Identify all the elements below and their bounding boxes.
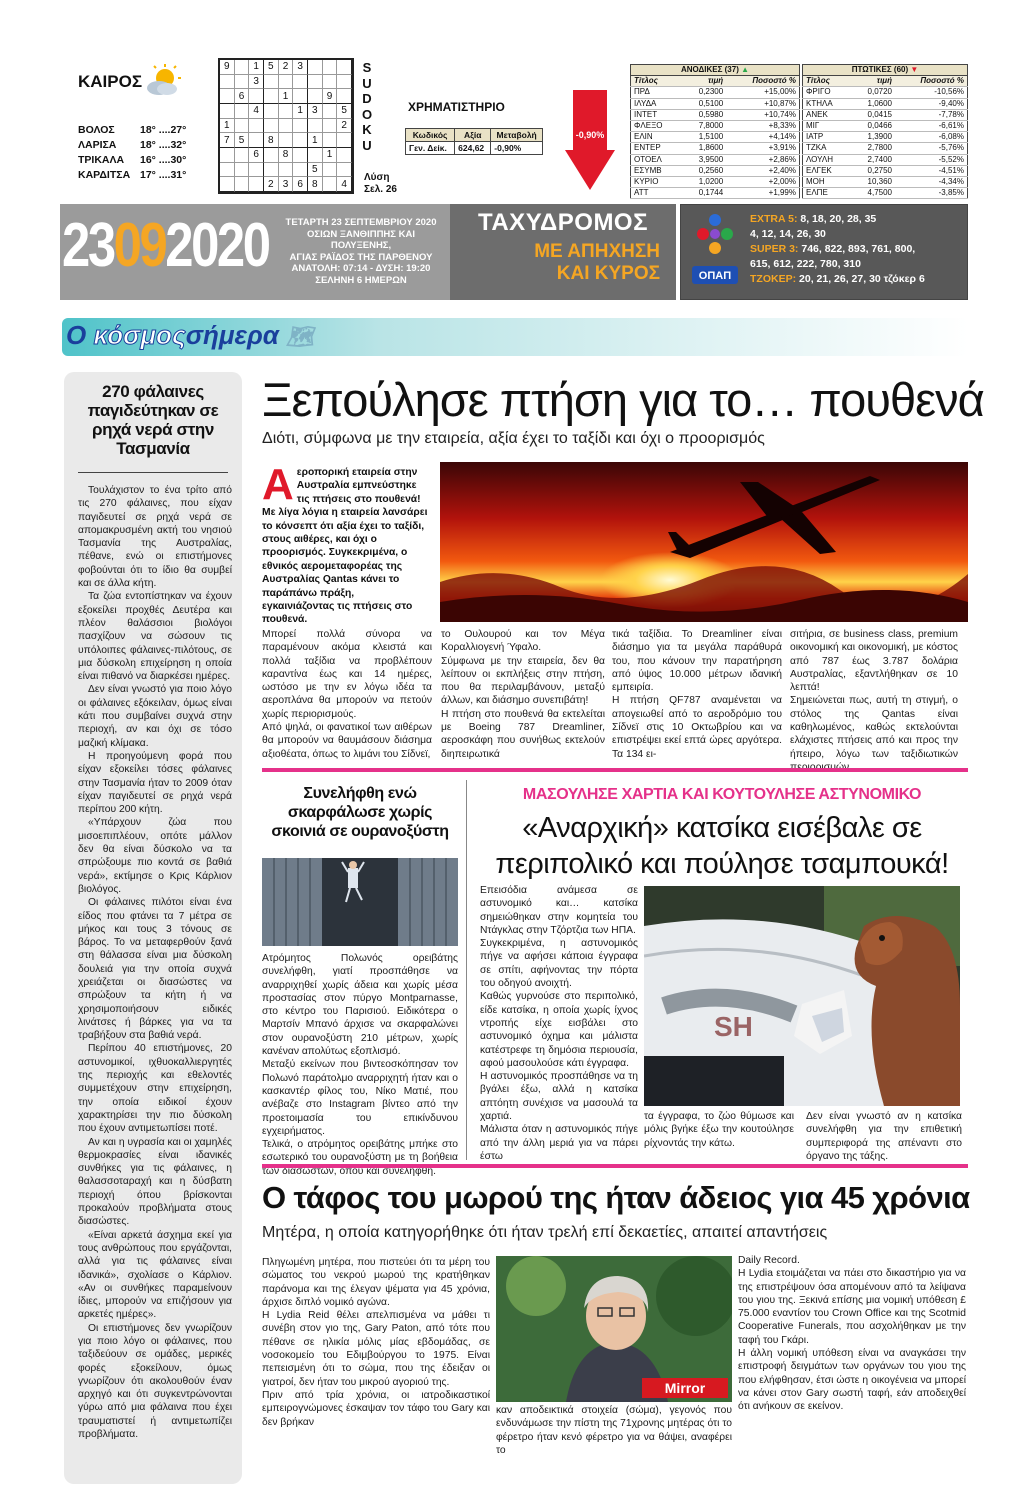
sudoku-cell: [220, 177, 235, 192]
arrow-up-icon: ▲: [741, 65, 750, 74]
sudoku-cell: [323, 177, 338, 192]
sidebar-paragraph: «Είναι αρκετά άσχημα εκεί για τους ανθρώπους που εργάζονται, αλλά για τις φάλαινες είναι ιδανικά», σχολίασε ο Κάρλιον. «Αν οι συνθήκες παραμείνουν ίδιες, μπορούν να επιζήσουν για αρκετές ημέρες».: [78, 1229, 232, 1321]
sudoku-cell: [308, 148, 323, 163]
sudoku-cell: 8: [308, 177, 323, 192]
sudoku-cell: 8: [279, 148, 294, 163]
stock-cell: 0,2300: [682, 87, 727, 98]
story4-column-1: Πληγωμένη μητέρα, που πιστεύει ότι τα μέρη του σώματος του νεκρού μωρού της κρατήθηκαν παράνομα και της έλεγαν ψέματα για 45 χρόνια, άρχισε διπλό νομικό αγώνα. Η Lydia Reid θέλει απελπισμένα να μάθει τι συνέβη στον γιο της, Gary Paton, από τότε που πέθανε σε ηλικία μόλις μίας εβδομάδας, σε νοσοκομείο του Εδιμβούργου το 1975. Είναι πεπεισμένη ότι το σώμα, που της έδειξαν οι γιατροί, δεν ήταν του μικρού αγοριού της. Πριν από τρία χρόνια, οι ιατροδικαστικοί εμπειρογνώμονες έσκαψαν τον τάφο του Gary και δεν βρήκαν: [262, 1257, 490, 1428]
story1-lead: [262, 460, 428, 627]
sudoku-cell: [264, 119, 279, 134]
story1-column-3: τικά ταξίδια. Το Dreamliner είναι διάσημο για τα μεγάλα παράθυρά του, που κάνουν την παρατήρηση από ύψος 10.000 μέτρων ιδανική εμπειρία. Η πτήση QF787 αναμένεται να απογειωθεί από το αεροδρόμιο του Σίδνεϊ στις 10 Οκτωβρίου και να επιστρέψει εκεί επτά ώρες αργότερα. Τα 134 ει-: [612, 629, 782, 760]
stock-cell: 10,360: [851, 177, 895, 188]
stock-cell: +2,86%: [726, 154, 799, 165]
lydia-reid-photo: [496, 1256, 732, 1402]
stock-row: [631, 177, 800, 188]
sudoku-cell: [323, 75, 338, 90]
extra5-result: [750, 212, 964, 242]
stock-row: [631, 188, 800, 199]
section-title-part: κόσμος: [93, 320, 186, 350]
sudoku-cell: 5: [337, 104, 352, 119]
sudoku-cell: [279, 75, 294, 90]
sudoku-cell: [293, 133, 308, 148]
sidebar-headline: 270 φάλαινες παγιδεύτηκαν σε ρηχά νερά στην Τασμανία: [87, 382, 219, 458]
section-title-part: Ο: [66, 320, 87, 350]
sudoku-cell: 5: [235, 133, 250, 148]
sidebar-paragraph: Περίπου 40 επιστήμονες, 20 αστυνομικοί, ιχθυοκαλλιεργητές της περιοχής και εθελοντές συμμετέχουν στην επιχείρηση, την οποία ειδικοί έχουν χαρακτηρίσει την πιο δύσκολη που έχουν αντιμετωπίσει ποτέ.: [78, 1043, 232, 1135]
story1-dropcap: Α: [262, 460, 294, 509]
rising-stocks-body: [631, 87, 800, 199]
weather-city: ΒΟΛΟΣ: [78, 124, 115, 136]
sudoku-label-letter: S: [362, 60, 372, 75]
sudoku-cell: [323, 60, 338, 75]
super3-result: [750, 242, 964, 272]
sudoku-cell: [235, 60, 250, 75]
sidebar-paragraph: Τουλάχιστον το ένα τρίτο από τις 270 φάλαινες, που είχαν παγιδευτεί σε ρηχά νερά σε απομακρυσμένη ακτή του νησιού Τασμανία της Αυστραλίας, πέθανε, ενώ οι επιστήμονες φοβούνται ότι το ίδιο θα συμβεί και σε άλλα κήτη.: [78, 485, 232, 590]
sudoku-cell: 1: [220, 119, 235, 134]
stock-cell: ΚΤΗΛΑ: [803, 98, 851, 109]
story4-subhead: Μητέρα, η οποία κατηγορήθηκε ότι ήταν τρελή επί δεκαετίες, απαιτεί απαντήσεις: [262, 1224, 828, 1241]
sudoku-cell: 2: [264, 177, 279, 192]
story1-lead-text: εροπορική εταιρεία στην Αυστραλία εμπνεύστηκε τις πτήσεις στο πουθενά! Με λίγα λόγια η εταιρεία λανσάρει το κόνσεπτ ότι αξία έχει το ταξίδι, στους αιθέρες, και όχι ο προορισμός. Συγκεκριμένα, ο εθνικός αερομεταφορέας της Αυστραλίας Qantas κάνει το παράπάνω πράξη, εγκαινιάζοντας τις πτήσεις στο πουθενά.: [262, 467, 428, 626]
weather-row: [78, 169, 218, 184]
stock-cell: -6,61%: [895, 121, 968, 132]
tzoker-result: [750, 272, 964, 287]
stock-cell: 4,7500: [851, 188, 895, 199]
stock-col-header: Ποσοστό %: [726, 76, 799, 87]
sudoku-cell: [235, 177, 250, 192]
sidebar-paragraph: Αν και η υγρασία και οι χαμηλές θερμοκρασίες είναι ιδανικές συνθήκες για τις φάλαινες, η θαλασσοταραχή και η δύσβατη περιοχή όπου βρίσκονται προκαλούν προβλήματα στους διασώστες.: [78, 1136, 232, 1228]
opap-logo: [690, 212, 740, 292]
story3-caption-left: τα έγγραφα, το ζώο θύμωσε και μόλις βγήκε έξω την κουτούλησε ρίχνοντάς την κάτω.: [644, 1111, 794, 1149]
stock-cell: 0,0415: [851, 109, 895, 120]
sudoku-cell: 1: [249, 60, 264, 75]
sudoku-label: [361, 60, 373, 153]
sudoku-cell: [249, 89, 264, 104]
sudoku-cell: [220, 75, 235, 90]
stock-row: [803, 98, 968, 109]
sudoku-cell: [235, 119, 250, 134]
story1-subhead: Διότι, σύμφωνα με την εταιρεία, αξία έχει το ταξίδι και όχι ο προορισμός: [262, 430, 765, 447]
masthead-title: ΤΑΧΥΔΡΟΜΟΣ: [477, 209, 649, 236]
sudoku-cell: [264, 163, 279, 178]
sudoku-cell: [279, 133, 294, 148]
sudoku-cell: 4: [249, 104, 264, 119]
falling-stocks-table: [802, 64, 968, 199]
sudoku-label-letter: U: [362, 75, 372, 91]
weather-city: ΛΑΡΙΣΑ: [78, 139, 117, 151]
sudoku-cell: [323, 133, 338, 148]
stock-cell: +4,14%: [726, 132, 799, 143]
sudoku-cell: [337, 60, 352, 75]
sudoku-cell: [264, 89, 279, 104]
world-map-icon: 🗺: [286, 324, 315, 349]
stock-cell: ΙΝΤΕΤ: [631, 109, 682, 120]
date-large: [62, 210, 269, 281]
story1-column-4: σιτήρια, σε business class, premium οικονομική και οικονομική, με κόστος από 787 έως 3.787 δολάρια Αυστραλίας, εξαντλήθηκαν σε 10 λεπτά! Σημειώνεται πως, αυτή τη στιγμή, ο στόλος της Qantas είναι καθηλωμένος, καθώς εκτελούνται ελάχιστες πτήσεις από και προς την ήπειρο, λόγω των ταξιδιωτικών περιορισμών.: [790, 629, 958, 773]
tzoker-numbers: 20, 21, 26, 27, 30 τζόκερ 6: [796, 273, 925, 285]
story3-body: Επεισόδια ανάμεσα σε αστυνομικό και… κατσίκα σημειώθηκαν στην κομητεία του Ντάγκλας στην Τζόρτζια των ΗΠΑ. Συγκεκριμένα, η αστυνομικός πήγε να αφήσει κάποια έγγραφα σε σπίτι, αφήνοντας την πόρτα του οδηγού ανοιχτή. Καθώς γυρνούσε στο περιπολικό, είδε κατσίκα, η οποία χωρίς ίχνος ντροπής είχε εισβάλει στο αστυνομικό όχημα και μάλιστα κατέστρεφε τη δημόσια περιουσία, αφού μασουλούσε κάτι έγγραφα. Η αστυνομικός προσπάθησε να τη βγάλει έξω, αλλά η κατσίκα απτόητη συνέχισε να μασουλά τα χαρτιά. Μάλιστα όταν η αστυνομικός πήγε από την άλλη μεριά για να πάρει έστω: [480, 885, 638, 1162]
story2-headline: Συνελήφθη ενώ σκαρφάλωσε χωρίς σκοινιά σε ουρανοξύστη: [271, 785, 449, 840]
story1-column-1: Μπορεί πολλά σύνορα να παραμένουν ακόμα κλειστά και πολλά ταξίδια να προβλέπουν καραντίνα έως και 14 ημέρες, ωστόσο με την εν λόγω ιδέα τα αεροπλάνα θα μπορούν να πετούν χωρίς περιορισμούς. Από ψηλά, οι φανατικοί των αιθέρων θα μπορούν να θαυμάσουν διάσημα αξιοθέατα, όπως το λιμάνι του Σίδνεϊ,: [262, 629, 432, 760]
sudoku-cell: 1: [308, 133, 323, 148]
sudoku-cell: [279, 104, 294, 119]
stock-cell: ΦΛΕΞΟ: [631, 121, 682, 132]
rising-stocks-label: ΑΝΟΔΙΚΕΣ (37): [680, 65, 739, 74]
sudoku-cell: [308, 60, 323, 75]
sudoku-cell: [308, 75, 323, 90]
sudoku-cell: [235, 104, 250, 119]
sudoku-label-letter: D: [362, 91, 372, 106]
sudoku-cell: 2: [279, 60, 294, 75]
story3-headline: «Αναρχική» κατσίκα εισέβαλε σε περιπολικό και πούλησε τσαμπουκά!: [495, 812, 949, 880]
date-info: ΤΕΤΑΡΤΗ 23 ΣΕΠΤΕΜΒΡΙΟΥ 2020 ΟΣΙΩΝ ΞΑΝΘΙΠΠΗΣ ΚΑΙ ΠΟΛΥΞΕΝΗΣ, ΑΓΙΑΣ ΡΑΪΔΟΣ ΤΗΣ ΠΑΡΘΕΝΟΥ ΑΝΑΤΟΛΗ: 07:14 - ΔΥΣΗ: 19:20 ΣΕΛΗΝΗ 6 ΗΜΕΡΩΝ: [285, 217, 437, 286]
sudoku-cell: 3: [279, 177, 294, 192]
weather-temp: 18° ....27°: [140, 124, 187, 136]
stock-cell: ΕΛΓΕΚ: [803, 165, 851, 176]
stock-cell: -0,90%: [491, 142, 543, 155]
stock-row: [631, 98, 800, 109]
sudoku-cell: [279, 163, 294, 178]
stock-cell: 624,62: [455, 142, 491, 155]
rising-stocks-table: [630, 64, 800, 199]
stock-cell: 0,1744: [682, 188, 727, 199]
sudoku-cell: [249, 163, 264, 178]
stock-row: [803, 143, 968, 154]
tzoker-label: ΤΖΟΚΕΡ:: [750, 273, 797, 285]
sudoku-cell: [235, 163, 250, 178]
arrow-down-small-icon: ▼: [910, 65, 919, 74]
story1-column-2: το Ουλουρού και τον Μέγα Κοραλλιογενή Ύφαλο. Σύμφωνα με την εταιρεία, δεν θα λείπουν οι εκπλήξεις στην πτήση, που θα περιλαμβάνουν, μεταξύ άλλων, και διάσημο συνεπιβάτη! Η πτήση στο πουθενά θα εκτελείται με Boeing 787 Dreamliner, αεροσκάφη που συνήθως εκτελούν διηπειρωτικά: [441, 629, 605, 760]
sudoku-cell: [235, 148, 250, 163]
stock-cell: +8,33%: [726, 121, 799, 132]
sudoku-cell: 6: [293, 177, 308, 192]
mirror-logo-text: Mirror: [664, 1380, 706, 1396]
stock-row: [631, 87, 800, 98]
weather-title: ΚΑΙΡΟΣ: [78, 72, 143, 91]
sudoku-cell: [249, 133, 264, 148]
sudoku-grid: [218, 58, 354, 194]
sidebar-article-body: [78, 484, 232, 1441]
sudoku-cell: [323, 163, 338, 178]
sudoku-cell: [220, 163, 235, 178]
sudoku-cell: 7: [220, 133, 235, 148]
sudoku-cell: [293, 75, 308, 90]
sudoku-cell: [264, 104, 279, 119]
stock-cell: ΕΣΥΜΒ: [631, 165, 682, 176]
sudoku-cell: [337, 133, 352, 148]
stock-row: [631, 143, 800, 154]
story4-column-2: καν αποδεικτικά στοιχεία (σώμα), γεγονός που ενδυνάμωσε την πίστη της 71χρονης μητέρας ότι το φέρετρο ήταν κενό φέρετρο για να θάψει, αναφέρει το: [496, 1405, 732, 1456]
sudoku-label-letter: K: [362, 122, 372, 137]
sudoku-cell: 5: [308, 163, 323, 178]
stock-cell: ΑΝΕΚ: [803, 109, 851, 120]
sudoku-cell: [323, 104, 338, 119]
stock-cell: 0,2560: [682, 165, 727, 176]
story2-body: Ατρόμητος Πολωνός ορειβάτης συνελήφθη, γιατί προσπάθησε να αναρριχηθεί χωρίς άδεια και χωρίς μέσα προστασίας στον πύργο Montparnasse, στο κέντρο του Παρισιού. Ειδικότερα ο Μαρτσίν Μπανό άρχισε να σκαρφαλώνει στον ουρανοξύστη 210 μέτρων, χωρίς κανέναν απολύτως εξοπλισμό. Μεταξύ εκείνων που βιντεοσκόπησαν τον Πολωνό παράτολμο αναρριχητή ήταν και ο κασκαντέρ φίλος του, Νίκο Ματιέ, που ανέβαζε στο Instagram βίντεο από την προετοιμασία του επικίνδυνου εγχειρήματος. Τελικά, ο ατρόμητος ορειβάτης μπήκε στο εσωτερικό του ουρανοξύστη με τη βοήθεια των διασωστών, όπου και συνελήφθη.: [262, 953, 458, 1177]
stock-cell: 7,8000: [682, 121, 727, 132]
stock-row: [631, 109, 800, 120]
story1-headline: Ξεπούλησε πτήση για το… πουθενά: [262, 373, 984, 426]
stock-cell: -7,78%: [895, 109, 968, 120]
extra5-label: EXTRA 5:: [750, 213, 798, 225]
sudoku-cell: [337, 89, 352, 104]
sudoku-cell: 4: [337, 177, 352, 192]
sudoku-cell: 8: [264, 133, 279, 148]
arrow-down-icon: [565, 90, 615, 190]
stock-col-header: Τίτλος: [631, 76, 682, 87]
stock-col-header: τιμή: [851, 76, 895, 87]
sidebar-paragraph: Οι φάλαινες πιλότοι είναι ένα είδος που φτάνει τα 7 μέτρα σε μήκος και τους 3 τόνους σε βάρος. Το να μεταφερθούν ξανά στη θάλασσα είναι μια δύσκολη δουλειά για την οποία συχνά χρειάζεται οι διασώστες να σπρώξουν τα κήτη ή να χρησιμοποιήσουν ειδικές λινάτσες ή βάρκες για να τα τραβήξουν στα βαθιά νερά.: [78, 897, 232, 1042]
stock-cell: 2,7800: [851, 143, 895, 154]
stock-cell: ΠΡΔ: [631, 87, 682, 98]
falling-stocks-title: [803, 65, 968, 76]
stock-row: [803, 132, 968, 143]
lottery-results: [750, 212, 964, 287]
stock-cell: ΕΛΠΕ: [803, 188, 851, 199]
stock-cell: -6,08%: [895, 132, 968, 143]
opap-logo-text: ΟΠΑΠ: [698, 270, 732, 282]
sudoku-cell: 3: [249, 75, 264, 90]
stock-row: [803, 188, 968, 199]
stock-cell: 0,0720: [851, 87, 895, 98]
story3-kicker: ΜΑΣΟΥΛΗΣΕ ΧΑΡΤΙΑ ΚΑΙ ΚΟΥΤΟΥΛΗΣΕ ΑΣΤΥΝΟΜΙΚΟ: [522, 786, 922, 803]
airplane-sunset-photo: [440, 462, 968, 622]
sidebar-divider: [78, 472, 228, 473]
stock-cell: -5,52%: [895, 154, 968, 165]
stock-row: [803, 177, 968, 188]
extra5-numbers: 8, 18, 20, 28, 35 4, 12, 14, 26, 30: [750, 213, 877, 240]
stock-cell: ΦΡΙΓΟ: [803, 87, 851, 98]
stock-cell: ΑΤΤ: [631, 188, 682, 199]
stock-row: [631, 121, 800, 132]
stock-cell: 1,8600: [682, 143, 727, 154]
sudoku-cell: 6: [249, 148, 264, 163]
sudoku-cell: [293, 89, 308, 104]
stock-row: [803, 109, 968, 120]
sudoku-cell: [337, 75, 352, 90]
stock-market-title: ΧΡΗΜΑΤΙΣΤΗΡΙΟ: [408, 100, 505, 114]
sudoku-cell: 3: [308, 104, 323, 119]
sudoku-cell: 5: [264, 60, 279, 75]
stock-cell: Γεν. Δείκ.: [406, 142, 455, 155]
sudoku-cell: [249, 177, 264, 192]
skyscraper-climber-photo: [262, 858, 458, 946]
stock-cell: +2,00%: [726, 177, 799, 188]
story4-headline: Ο τάφος του μωρού της ήταν άδειος για 45 χρόνια: [262, 1180, 970, 1215]
stock-cell: -4,34%: [895, 177, 968, 188]
sudoku-cell: 1: [323, 148, 338, 163]
stock-row: [803, 87, 968, 98]
sidebar-paragraph: Τα ζώα εντοπίστηκαν να έχουν εξοκείλει προχθές Δευτέρα και πλέον θαλάσσιοι βιολόγοι πασχίζουν να σώσουν τις υπόλοιπες φάλαινες-πιλότους, σε μια δύσκολη επιχείρηση η οποία είναι πιθανό να διαρκέσει ημέρες.: [78, 591, 232, 683]
weather-city: ΤΡΙΚΑΛΑ: [78, 154, 125, 166]
sidebar-paragraph: «Υπάρχουν ζώα που μισοεπιπλέουν, οπότε μάλλον δεν θα είναι δύσκολο να τα σπρώξουμε πιο κοντά σε βαθιά νερά», εκτίμησε ο Κρις Κάρλιον βιολόγος.: [78, 817, 232, 895]
sudoku-solution-ref: Λύση Σελ. 26: [364, 172, 397, 195]
weather-temp: 17° ....31°: [140, 169, 187, 181]
stock-cell: +3,91%: [726, 143, 799, 154]
stock-cell: ΟΤΟΕΛ: [631, 154, 682, 165]
stock-cell: 1,5100: [682, 132, 727, 143]
story3-caption-right: Δεν είναι γνωστό αν η κατσίκα συνελήφθη για την επιθετική συμπεριφορά της απέναντι στο όργανο της τάξης.: [806, 1111, 962, 1162]
date-day: 23: [62, 211, 114, 280]
masthead-slogan: ΜΕ ΑΠΗΧΗΣΗ ΚΑΙ ΚΥΡΟΣ: [534, 241, 660, 284]
stock-cell: ΕΝΤΕΡ: [631, 143, 682, 154]
stock-cell: ΛΟΥΛΗ: [803, 154, 851, 165]
sudoku-cell: 1: [293, 104, 308, 119]
column-divider: [466, 780, 467, 1160]
stock-cell: +10,87%: [726, 98, 799, 109]
stock-cell: 1,0200: [682, 177, 727, 188]
sudoku-cell: [249, 119, 264, 134]
story4-column-3: Daily Record. Η Lydia ετοιμάζεται να πάει στο δικαστήριο για να της επιστρέψουν όσα απομένουν από τα λείψανα του γιου της. Ξεκινά επίσης μια νομική υπόθεση £ 75.000 εναντίον του Crown Office και της Scotmid Cooperative Funerals, που ασχολήθηκαν με την ταφή του Γκάρι. Η άλλη νομική υπόθεση είναι να αναγκάσει την επιστροφή δειγμάτων των οργάνων του γιου της που ελήφθησαν, έτσι ώστε η οικογένεια να μπορεί να κάνει στον Gary σωστή ταφή, εάν αποδειχθεί ότι ανήκουν σε εκείνον.: [738, 1255, 966, 1413]
stock-row: [803, 121, 968, 132]
section-title: [66, 320, 314, 351]
stock-col-header: Μεταβολή: [491, 129, 543, 142]
stock-row: [803, 165, 968, 176]
sudoku-label-letter: U: [362, 137, 372, 153]
index-change: -0,90%: [575, 130, 605, 140]
sudoku-cell: [264, 75, 279, 90]
falling-stocks-body: [803, 87, 968, 199]
falling-stocks-label: ΠΤΩΤΙΚΕΣ (60): [851, 65, 909, 74]
stock-row: [631, 154, 800, 165]
sudoku-cell: 6: [235, 89, 250, 104]
weather-table: [78, 124, 218, 184]
weather-temp: 16° ....30°: [140, 154, 187, 166]
sudoku-cell: [220, 89, 235, 104]
sudoku-cell: [293, 119, 308, 134]
weather-row: [78, 139, 218, 154]
stock-cell: -5,76%: [895, 143, 968, 154]
stock-cell: +15,00%: [726, 87, 799, 98]
stock-index-table: [405, 128, 543, 155]
section-divider: [262, 768, 968, 772]
stock-col-header: τιμή: [682, 76, 727, 87]
section-divider: [262, 1164, 968, 1168]
stock-row: [803, 154, 968, 165]
sudoku-cell: [264, 148, 279, 163]
section-title-part: σήμερα: [185, 320, 279, 350]
sudoku-cell: [293, 148, 308, 163]
stock-col-header: Κωδικός: [406, 129, 455, 142]
stock-cell: -4,51%: [895, 165, 968, 176]
sudoku-cell: [279, 119, 294, 134]
sudoku-cell: [323, 119, 338, 134]
weather-temp: 18° ....32°: [140, 139, 187, 151]
stock-cell: +2,40%: [726, 165, 799, 176]
stock-row: [631, 165, 800, 176]
stock-cell: 0,2750: [851, 165, 895, 176]
sudoku-cell: [337, 163, 352, 178]
date-month: 09: [113, 211, 166, 280]
stock-cell: ΕΛΙΝ: [631, 132, 682, 143]
sudoku-cell: [235, 75, 250, 90]
stock-cell: ΙΑΤΡ: [803, 132, 851, 143]
stock-cell: 3,9500: [682, 154, 727, 165]
stock-cell: ΜΟΗ: [803, 177, 851, 188]
stock-col-header: Τίτλος: [803, 76, 851, 87]
stock-cell: -10,56%: [895, 87, 968, 98]
sidebar-paragraph: Η προηγούμενη φορά που είχαν εξοκείλει τόσες φάλαινες στην Τασμανία ήταν το 2009 όταν είχαν παγιδευτεί σε ρηχά νερά περίπου 200 κήτη.: [78, 750, 232, 816]
rising-stocks-title: [631, 65, 800, 76]
sudoku-label-letter: O: [361, 106, 373, 122]
goat-police-car-photo: [644, 886, 960, 1106]
sudoku-cell: [308, 89, 323, 104]
sudoku-cell: 2: [337, 119, 352, 134]
sidebar-paragraph: Οι επιστήμονες δεν γνωρίζουν για ποιο λόγο οι φάλαινες, που ταξιδεύουν σε ομάδες, μερικές φορές εξοκείλουν, όμως γνωρίζουν ότι ακολουθούν έναν αρχηγό και ότι συγκεντρώνονται γύρω από μια φάλαινα που έχει τραυματιστεί ή αντιμετωπίζει προβλήματα.: [78, 1322, 232, 1441]
stock-cell: 1,0600: [851, 98, 895, 109]
stock-cell: 1,3900: [851, 132, 895, 143]
sudoku-cell: [220, 148, 235, 163]
stock-cell: 0,5100: [682, 98, 727, 109]
weather-city: ΚΑΡΔΙΤΣΑ: [78, 169, 131, 181]
stock-col-header: Αξία: [455, 129, 491, 142]
date-year: 2020: [165, 211, 269, 280]
stock-col-header: Ποσοστό %: [895, 76, 968, 87]
stock-cell: +10,74%: [726, 109, 799, 120]
stock-row: [631, 132, 800, 143]
sudoku-cell: 9: [323, 89, 338, 104]
stock-cell: ΤΖΚΑ: [803, 143, 851, 154]
sudoku-cell: [337, 148, 352, 163]
car-decal-text: SH: [714, 1011, 753, 1042]
sidebar-paragraph: Δεν είναι γνωστό για ποιο λόγο οι φάλαινες εξόκειλαν, όμως είναι κάτι που συμβαίνει συχνά στην περιοχή, αν και όχι σε τόσο μαζική κλίμακα.: [78, 684, 232, 749]
sudoku-cell: [293, 163, 308, 178]
sudoku-cell: [220, 104, 235, 119]
sudoku-cell: 3: [293, 60, 308, 75]
stock-cell: -3,85%: [895, 188, 968, 199]
stock-cell: ΜΙΓ: [803, 121, 851, 132]
weather-row: [78, 124, 218, 139]
super3-numbers: 746, 822, 893, 761, 800, 615, 612, 222, 780, 310: [750, 243, 916, 270]
sudoku-cell: [308, 119, 323, 134]
stock-cell: 2,7400: [851, 154, 895, 165]
weather-row: [78, 154, 218, 169]
stock-cell: ΚΥΡΙΟ: [631, 177, 682, 188]
stock-cell: ΙΛΥΔΑ: [631, 98, 682, 109]
stock-cell: 0,0466: [851, 121, 895, 132]
sudoku-cell: 1: [279, 89, 294, 104]
stock-cell: 0,5980: [682, 109, 727, 120]
sun-cloud-icon: [145, 64, 181, 100]
stock-cell: -9,40%: [895, 98, 968, 109]
super3-label: SUPER 3:: [750, 243, 799, 255]
sudoku-cell: 9: [220, 60, 235, 75]
stock-cell: +1,99%: [726, 188, 799, 199]
